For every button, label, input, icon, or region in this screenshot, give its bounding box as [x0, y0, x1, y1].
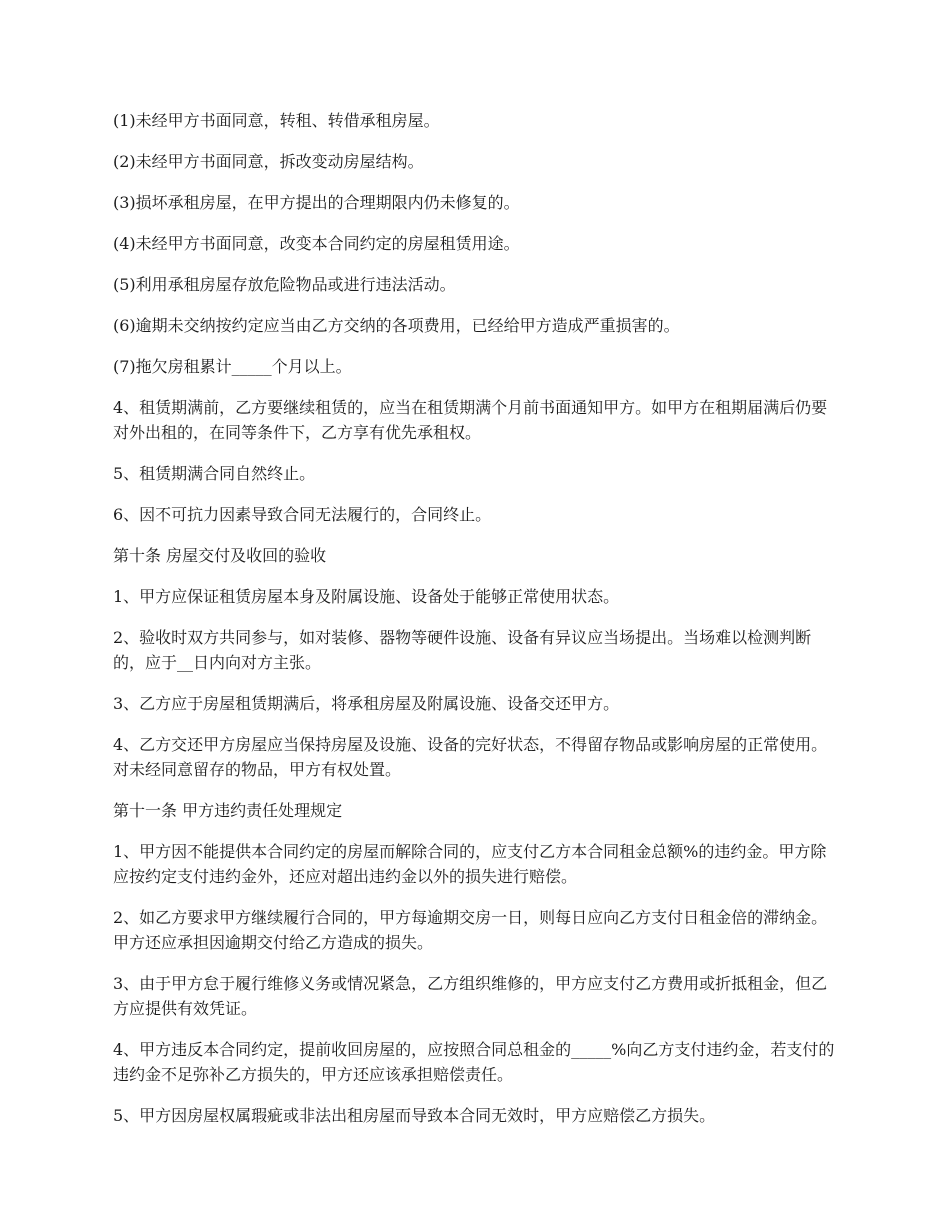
clause-repairs: 3、由于甲方怠于履行维修义务或情况紧急，乙方组织维修的，甲方应支付乙方费用或折抵租金，但乙方应提供有效凭证。 — [113, 974, 828, 1018]
clause-structure: (2)未经甲方书面同意，拆改变动房屋结构。 — [113, 152, 424, 171]
document-page — [113, 108, 839, 1144]
clause-renewal: 4、租赁期满前，乙方要继续租赁的，应当在租赁期满个月前书面通知甲方。如甲方在租期届满后仍要对外出租的，在同等条件下，乙方享有优先承租权。 — [113, 398, 828, 442]
clause-sublease: (1)未经甲方书面同意，转租、转借承租房屋。 — [113, 111, 440, 130]
clause-arrears: (7)拖欠房租累计_____个月以上。 — [113, 357, 352, 376]
clause-expiry: 5、租赁期满合同自然终止。 — [113, 464, 316, 483]
section-heading-10: 第十条 房屋交付及收回的验收 — [113, 546, 327, 565]
clause-inspection: 2、验收时双方共同参与，如对装修、器物等硬件设施、设备有异议应当场提出。当场难以检测判断的，应于__日内向对方主张。 — [113, 628, 812, 672]
clause-return-condition: 4、乙方交还甲方房屋应当保持房屋及设施、设备的完好状态，不得留存物品或影响房屋的正常使用。对未经同意留存的物品，甲方有权处置。 — [113, 735, 828, 779]
clause-title-defect: 5、甲方因房屋权属瑕疵或非法出租房屋而导致本合同无效时，甲方应赔偿乙方损失。 — [113, 1106, 716, 1125]
clause-damage: (3)损坏承租房屋，在甲方提出的合理期限内仍未修复的。 — [113, 193, 520, 212]
clause-usage: (4)未经甲方书面同意，改变本合同约定的房屋租赁用途。 — [113, 234, 520, 253]
clause-illegal: (5)利用承租房屋存放危险物品或进行违法活动。 — [113, 275, 456, 294]
clause-late-delivery: 2、如乙方要求甲方继续履行合同的，甲方每逾期交房一日，则每日应向乙方支付日租金倍的滞纳金。甲方还应承担因逾期交付给乙方造成的损失。 — [113, 908, 828, 952]
clause-fees: (6)逾期未交纳按约定应当由乙方交纳的各项费用，已经给甲方造成严重损害的。 — [113, 316, 680, 335]
clause-early-recovery: 4、甲方违反本合同约定，提前收回房屋的，应按照合同总租金的_____%向乙方支付违约金，若支付的违约金不足弥补乙方损失的，甲方还应该承担赔偿责任。 — [113, 1040, 835, 1084]
section-heading-11: 第十一条 甲方违约责任处理规定 — [113, 801, 343, 820]
clause-handover-condition: 1、甲方应保证租赁房屋本身及附属设施、设备处于能够正常使用状态。 — [113, 587, 620, 606]
clause-breach-penalty: 1、甲方因不能提供本合同约定的房屋而解除合同的，应支付乙方本合同租金总额%的违约金。甲方除应按约定支付违约金外，还应对超出违约金以外的损失进行赔偿。 — [113, 842, 827, 886]
clause-force-majeure: 6、因不可抗力因素导致合同无法履行的，合同终止。 — [113, 505, 492, 524]
clause-return: 3、乙方应于房屋租赁期满后，将承租房屋及附属设施、设备交还甲方。 — [113, 694, 620, 713]
